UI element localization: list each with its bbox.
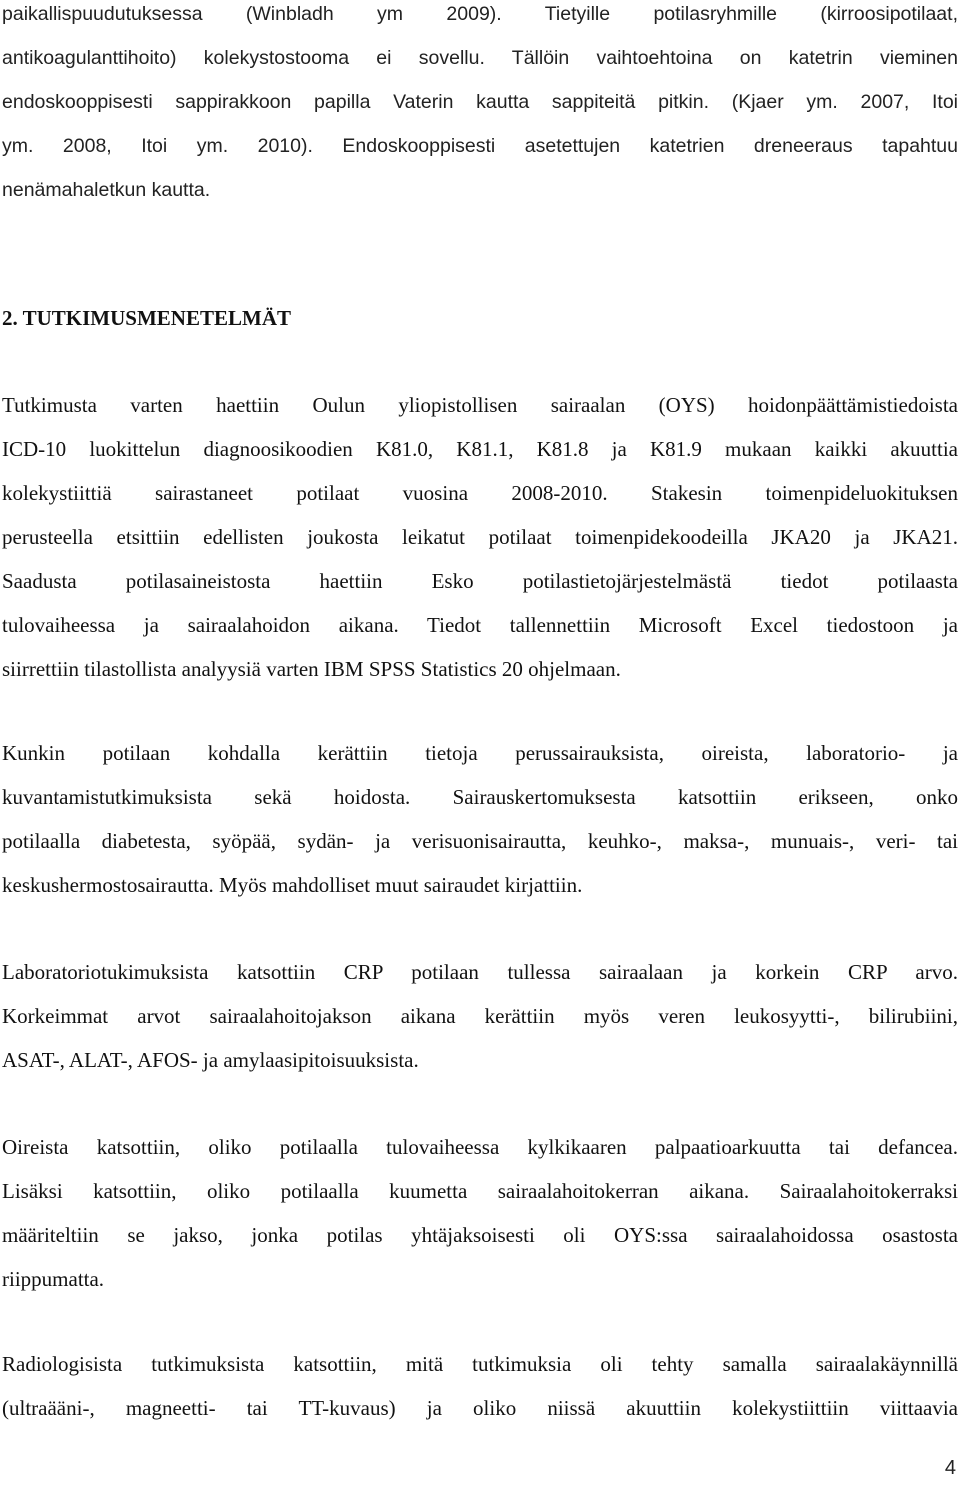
text-line: riippumatta. [2, 1267, 105, 1291]
methods-paragraph-5 [2, 1342, 958, 1430]
page-number: 4 [944, 1457, 956, 1479]
text-line: Tutkimusta varten haettiin Oulun yliopistollisen sairaalan (OYS) hoidonpäättämistiedoista [2, 393, 958, 417]
text-line: määriteltiin se jakso, jonka potilas yhtäjaksoisesti oli OYS:ssa sairaalahoidossa osastosta [2, 1223, 958, 1247]
text-line: perusteella etsittiin edellisten joukosta leikatut potilaat toimenpidekoodeilla JKA20 ja JKA21. [2, 525, 958, 549]
text-line: paikallispuudutuksessa (Winbladh ym 2009). Tietyille potilasryhmille (kirroosipotilaat, [2, 3, 958, 25]
text-line: potilaalla diabetesta, syöpää, sydän- ja verisuonisairautta, keuhko-, maksa-, munuais-, veri- tai [2, 829, 958, 853]
text-line: Oireista katsottiin, oliko potilaalla tulovaiheessa kylkikaaren palpaatioarkuutta tai defancea. [2, 1135, 958, 1159]
text-line: Saadusta potilasaineistosta haettiin Esko potilastietojärjestelmästä tiedot potilaasta [2, 569, 958, 593]
section-heading: 2. TUTKIMUSMENETELMÄT [2, 306, 291, 330]
text-line: Radiologisista tutkimuksista katsottiin, mitä tutkimuksia oli tehty samalla sairaalakäynnillä [2, 1352, 958, 1376]
methods-paragraph-2 [2, 731, 958, 907]
text-line: kolekystiittiä sairastaneet potilaat vuosina 2008-2010. Stakesin toimenpideluokituksen [2, 481, 958, 505]
methods-paragraph-3 [2, 950, 958, 1082]
text-line: kuvantamistutkimuksista sekä hoidosta. Sairauskertomuksesta katsottiin erikseen, onko [2, 785, 958, 809]
text-line: Laboratoriotukimuksista katsottiin CRP potilaan tullessa sairaalaan ja korkein CRP arvo. [2, 960, 958, 984]
text-line: ICD-10 luokittelun diagnoosikoodien K81.0, K81.1, K81.8 ja K81.9 mukaan kaikki akuuttia [2, 437, 958, 461]
text-line: siirrettiin tilastollista analyysiä varten IBM SPSS Statistics 20 ohjelmaan. [2, 657, 621, 681]
text-line: ym. 2008, Itoi ym. 2010). Endoskooppisesti asetettujen katetrien dreneeraus tapahtuu [2, 135, 958, 157]
text-line: Korkeimmat arvot sairaalahoitojakson aikana kerättiin myös veren leukosyytti-, bilirubiini, [2, 1004, 958, 1028]
intro-paragraph [2, 0, 958, 212]
methods-paragraph-4 [2, 1125, 958, 1301]
text-line: tulovaiheessa ja sairaalahoidon aikana. Tiedot tallennettiin Microsoft Excel tiedostoon ja [2, 613, 958, 637]
text-line: Kunkin potilaan kohdalla kerättiin tietoja perussairauksista, oireista, laboratorio- ja [2, 741, 958, 765]
text-line: (ultraääni-, magneetti- tai TT-kuvaus) ja oliko niissä akuuttiin kolekystiittiin viittaavia [2, 1396, 958, 1420]
text-line: Lisäksi katsottiin, oliko potilaalla kuumetta sairaalahoitokerran aikana. Sairaalahoitokerraksi [2, 1179, 958, 1203]
text-line: endoskooppisesti sappirakkoon papilla Vaterin kautta sappiteitä pitkin. (Kjaer ym. 2007, Itoi [2, 91, 958, 113]
text-line: nenämahaletkun kautta. [2, 179, 211, 201]
methods-paragraph-1 [2, 383, 958, 691]
text-line: antikoagulanttihoito) kolekystostooma ei sovellu. Tällöin vaihtoehtoina on katetrin vieminen [2, 47, 958, 69]
text-line: keskushermostosairautta. Myös mahdolliset muut sairaudet kirjattiin. [2, 873, 583, 897]
text-line: ASAT-, ALAT-, AFOS- ja amylaasipitoisuuksista. [2, 1048, 419, 1072]
